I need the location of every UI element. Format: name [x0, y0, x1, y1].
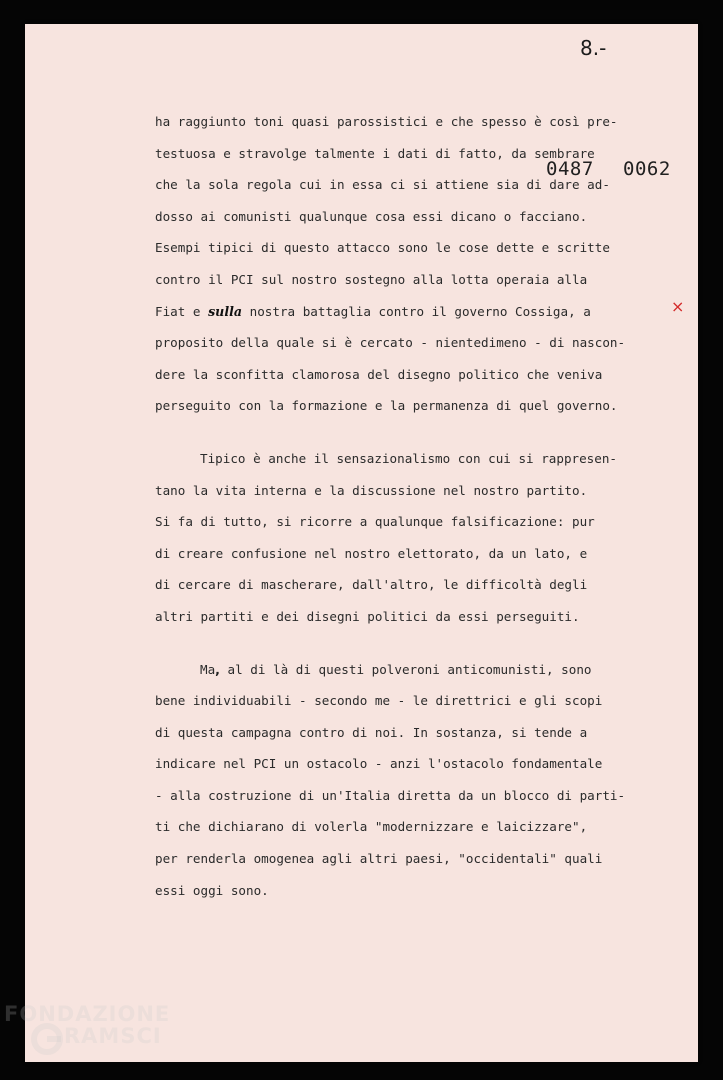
text-segment: nostra battaglia contro il governo Cossiga, a	[242, 303, 591, 319]
text-line: altri partiti e dei disegni politici da essi perseguiti.	[155, 608, 580, 624]
text-line: di cercare di mascherare, dall'altro, le difficoltà degli	[155, 577, 588, 593]
text-line: contro il PCI sul nostro sostegno alla lotta operaia alla	[155, 271, 588, 287]
typed-text-body	[155, 106, 626, 906]
text-line: essi oggi sono.	[155, 882, 269, 898]
text-line: di questa campagna contro di noi. In sostanza, si tende a	[155, 724, 588, 740]
text-line: che la sola regola cui in essa ci si attiene sia di dare ad-	[155, 177, 610, 193]
text-line: ti che dichiarano di volerla "modernizzare e laicizzare",	[155, 819, 588, 835]
text-line: Esempi tipici di questo attacco sono le cose dette e scritte	[155, 240, 610, 256]
text-line: indicare nel PCI un ostacolo - anzi l'ostacolo fondamentale	[155, 756, 603, 772]
watermark-line1: FONDAZIONE	[4, 1002, 171, 1026]
text-line: testuosa e stravolge talmente i dati di fatto, da sembrare	[155, 145, 595, 161]
text-line-with-correction	[155, 296, 595, 328]
fondazione-gramsci-watermark	[4, 1000, 184, 1080]
gramsci-logo-icon	[30, 1022, 64, 1056]
text-line: Tipico è anche il sensazionalismo con cui si rappresen-	[200, 450, 618, 466]
text-line: per renderla omogenea agli altri paesi, "occidentali" quali	[155, 851, 603, 867]
text-line: ha raggiunto toni quasi parossistici e che spesso è così pre-	[155, 114, 618, 129]
text-line: - alla costruzione di un'Italia diretta da un blocco di parti-	[155, 787, 626, 803]
text-line: dosso ai comunisti qualunque cosa essi dicano o facciano.	[155, 208, 588, 224]
archive-code-primary: 0487	[546, 158, 594, 180]
text-line: perseguito con la formazione e la permanenza di quel governo.	[155, 398, 618, 414]
text-line-with-correction	[155, 654, 595, 686]
handwritten-correction: sulla	[208, 303, 243, 319]
text-line: tano la vita interna e la discussione nel nostro partito.	[155, 482, 588, 498]
text-line: di creare confusione nel nostro elettorato, da un lato, e	[155, 545, 588, 561]
margin-correction-mark: ×	[671, 297, 685, 316]
text-line: dere la sconfitta clamorosa del disegno politico che veniva	[155, 366, 603, 382]
text-line: proposito della quale si è cercato - nientedimeno - di nascon-	[155, 335, 626, 351]
text-line: bene individuabili - secondo me - le direttrici e gli scopi	[155, 693, 603, 709]
text-line: Si fa di tutto, si ricorre a qualunque falsificazione: pur	[155, 514, 595, 530]
text-segment: Fiat e	[155, 303, 209, 319]
archive-code-secondary: 0062	[623, 158, 671, 180]
text-segment: Ma	[200, 661, 216, 677]
handwritten-comma: ,	[215, 661, 220, 677]
page-number: 8.-	[580, 36, 607, 60]
watermark-line2: RAMSCI	[64, 1024, 162, 1048]
text-segment: al di là di questi polveroni anticomunisti, sono	[219, 661, 592, 677]
